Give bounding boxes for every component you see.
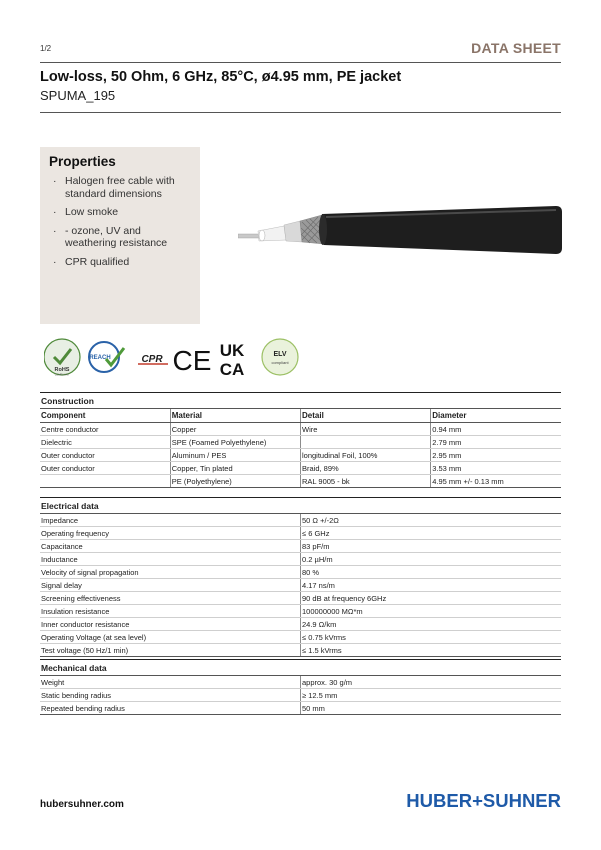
table-cell: Static bending radius: [40, 689, 301, 702]
table-cell: Aluminum / PES: [170, 449, 300, 462]
table-cell: longitudinal Foil, 100%: [301, 449, 431, 462]
mechanical-title: Mechanical data: [40, 660, 561, 676]
construction-table: [40, 392, 561, 488]
table-row: [40, 566, 561, 579]
table-cell: 4.95 mm +/- 0.13 mm: [431, 475, 561, 488]
table-cell: 50 mm: [301, 702, 562, 715]
elv-logo: [262, 339, 298, 375]
table-cell: RAL 9005 - bk: [301, 475, 431, 488]
rohs-logo: [44, 339, 80, 377]
document-type: DATA SHEET: [471, 40, 561, 56]
table-cell: 80 %: [301, 566, 562, 579]
table-cell: SPE (Foamed Polyethylene): [170, 436, 300, 449]
table-cell: Impedance: [40, 514, 301, 527]
table-cell: ≤ 6 GHz: [301, 527, 562, 540]
table-cell: 83 pF/m: [301, 540, 562, 553]
column-header: Detail: [301, 409, 431, 423]
mechanical-table: [40, 659, 561, 715]
table-cell: 3.53 mm: [431, 462, 561, 475]
svg-text:COMPLIANT: COMPLIANT: [54, 373, 70, 377]
table-row: [40, 631, 561, 644]
table-row: [40, 702, 561, 715]
table-cell: 4.17 ns/m: [301, 579, 562, 592]
construction-title: Construction: [40, 393, 561, 409]
svg-text:CPR: CPR: [141, 354, 163, 365]
cpr-logo: [136, 351, 168, 365]
table-cell: PE (Polyethylene): [170, 475, 300, 488]
ce-mark: [173, 345, 212, 376]
table-cell: 100000000 MΩ*m: [301, 605, 562, 618]
table-cell: Operating Voltage (at sea level): [40, 631, 301, 644]
table-cell: Capacitance: [40, 540, 301, 553]
cable-centre-conductor: [238, 234, 260, 238]
construction-section: [40, 392, 561, 488]
table-row: [40, 540, 561, 553]
table-row: [40, 592, 561, 605]
electrical-table: [40, 497, 561, 657]
properties-panel: [40, 147, 200, 324]
mechanical-section: [40, 659, 561, 715]
table-cell: Operating frequency: [40, 527, 301, 540]
table-cell: Repeated bending radius: [40, 702, 301, 715]
table-cell: Dielectric: [40, 436, 170, 449]
ukca-mark: [220, 341, 245, 378]
table-cell: 0.2 µH/m: [301, 553, 562, 566]
table-cell: ≤ 0.75 kVrms: [301, 631, 562, 644]
electrical-section: [40, 497, 561, 657]
table-cell: 50 Ω +/-2Ω: [301, 514, 562, 527]
cable-image: [238, 204, 563, 259]
brand-logo: HUBER+SUHNER: [406, 790, 561, 811]
table-cell: Braid, 89%: [301, 462, 431, 475]
table-cell: Outer conductor: [40, 462, 170, 475]
table-cell: Inductance: [40, 553, 301, 566]
table-cell: Wire: [301, 423, 431, 436]
page-number: 1/2: [40, 44, 52, 53]
top-rule: [40, 62, 561, 63]
table-cell: Screening effectiveness: [40, 592, 301, 605]
table-row: [40, 644, 561, 657]
table-row: [40, 514, 561, 527]
table-cell: Outer conductor: [40, 449, 170, 462]
table-cell: Inner conductor resistance: [40, 618, 301, 631]
svg-text:UK: UK: [219, 341, 245, 360]
table-row: [40, 475, 561, 488]
property-item: · CPR qualified: [49, 256, 191, 269]
svg-text:REACH: REACH: [89, 355, 111, 361]
electrical-title: Electrical data: [40, 498, 561, 514]
certification-logos: [44, 338, 304, 378]
table-cell: 90 dB at frequency 6GHz: [301, 592, 562, 605]
column-header: Component: [40, 409, 170, 423]
table-cell: 24.9 Ω/km: [301, 618, 562, 631]
table-cell: 2.95 mm: [431, 449, 561, 462]
cable-foil: [284, 221, 302, 242]
table-row: [40, 553, 561, 566]
table-cell: ≤ 1.5 kVrms: [301, 644, 562, 657]
cable-jacket-end: [319, 214, 327, 245]
svg-text:RoHS: RoHS: [54, 367, 70, 373]
website-link[interactable]: hubersuhner.com: [40, 799, 124, 810]
reach-logo: [89, 342, 124, 372]
table-row: [40, 579, 561, 592]
table-cell: [301, 436, 431, 449]
table-header-row: [40, 409, 561, 423]
table-cell: Copper: [170, 423, 300, 436]
table-cell: 0.94 mm: [431, 423, 561, 436]
table-cell: Insulation resistance: [40, 605, 301, 618]
product-code: SPUMA_195: [40, 88, 116, 103]
table-row: [40, 527, 561, 540]
table-row: [40, 689, 561, 702]
properties-list: [49, 175, 191, 268]
table-cell: Centre conductor: [40, 423, 170, 436]
property-item: · Low smoke: [49, 206, 191, 219]
page-title: Low-loss, 50 Ohm, 6 GHz, 85°C, ø4.95 mm, PE jacket: [40, 69, 402, 85]
table-row: [40, 676, 561, 689]
svg-text:ELV: ELV: [273, 351, 287, 358]
table-cell: [40, 475, 170, 488]
table-cell: Weight: [40, 676, 301, 689]
table-cell: 2.79 mm: [431, 436, 561, 449]
table-row: [40, 618, 561, 631]
table-cell: Velocity of signal propagation: [40, 566, 301, 579]
svg-text:compliant: compliant: [271, 360, 289, 365]
cable-dielectric-face: [259, 230, 265, 241]
column-header: Material: [170, 409, 300, 423]
table-row: [40, 423, 561, 436]
property-item: · - ozone, UV and weathering resistance: [49, 225, 191, 250]
table-cell: Signal delay: [40, 579, 301, 592]
column-header: Diameter: [431, 409, 561, 423]
table-cell: ≥ 12.5 mm: [301, 689, 562, 702]
table-row: [40, 449, 561, 462]
table-cell: Copper, Tin plated: [170, 462, 300, 475]
table-cell: Test voltage (50 Hz/1 min): [40, 644, 301, 657]
svg-text:CE: CE: [172, 345, 212, 376]
properties-heading: Properties: [49, 154, 116, 169]
table-row: [40, 436, 561, 449]
title-rule: [40, 112, 561, 113]
table-row: [40, 605, 561, 618]
table-row: [40, 462, 561, 475]
svg-text:CA: CA: [219, 360, 245, 378]
property-item: · Halogen free cable with standard dimensions: [49, 175, 191, 200]
table-cell: approx. 30 g/m: [301, 676, 562, 689]
